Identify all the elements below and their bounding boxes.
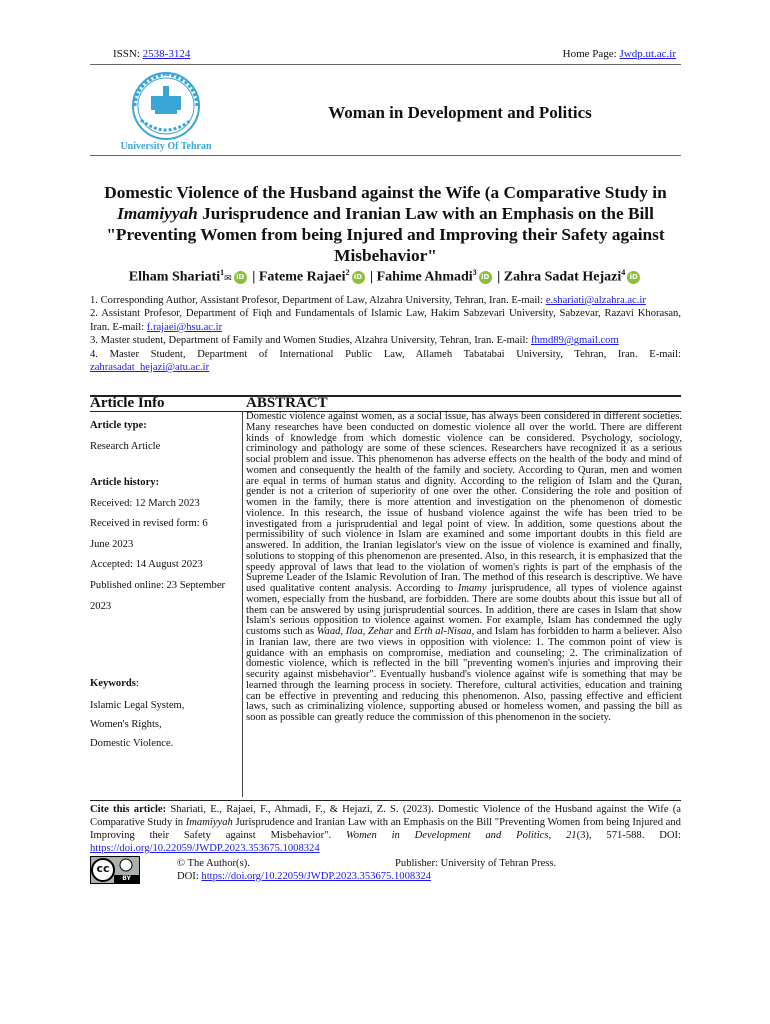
keyword-item: Islamic Legal System, [90,700,185,711]
author-sup: 1 [220,268,225,277]
header-divider-bottom [90,155,681,156]
citation-text: Jurisprudence and Iranian Law with an Emphasis on the Bill "Preventing Women from being Injured and Improving their Safety against Misbehavior". [90,817,681,841]
citation-journal: Women in Development and Politics, 21 [345,830,577,841]
orcid-icon[interactable]: iD [479,271,492,284]
envelope-icon: ✉ [224,272,232,283]
author-name[interactable]: Fahime Ahmadi [376,269,473,285]
title-italic: Imamiyyah [117,204,198,223]
section-divider-top [90,395,681,397]
author-separator: | [366,269,377,285]
abstract-italic: Waad, Ilaa, Zehar [316,626,394,637]
author-sup: 4 [621,268,626,277]
title-text-2: Jurisprudence and Iranian Law with an Emphasis on the Bill "Preventing Women from being Injured and Improving their Safety against Misbehavior" [106,204,665,265]
copyright-text: © The Author(s). [177,858,250,869]
abstract-heading: ABSTRACT [246,395,328,411]
abstract-text: jurisprudence, all types of violence against women, especially from the husband, are forbidden. There are some doubts about this issue but all of them can be answered by using jurisprudential sources. In addition, there are cases in Islam that show Islam's serious opposition to violence against women. For example, Islam has condemned the ugly customs such as [246,583,682,637]
author-separator: | [248,269,259,285]
affiliation-text: 2. Assistant Profesor, Department of Fiqh and Fundamentals of Islamic Law, Hakim Sabzevari University, Sabzevar, Razavi Khorasan, Iran. E-mail: [90,308,681,333]
affiliation-email[interactable]: fhmd89@gmail.com [530,335,619,347]
keywords-label: Keywords [90,678,136,689]
article-type-value: Research Article [90,441,161,452]
author-separator: | [493,269,504,285]
abstract-body [246,412,682,724]
affiliation-item [90,294,681,307]
publisher-text: Publisher: University of Tehran Press. [395,858,557,869]
citation-label: Cite this article: [90,804,167,815]
authors [90,268,681,286]
affiliations [90,294,681,374]
license-info [177,857,677,883]
article-info-heading: Article Info [90,395,165,411]
abstract-italic: Imamy [457,583,487,594]
author-name[interactable]: Elham Shariati [128,269,221,285]
affiliation-email[interactable]: zahrasadat_hejazi@atu.ac.ir [90,362,210,374]
column-divider [242,411,243,797]
cc-by-badge[interactable] [90,856,140,884]
license-line-1 [177,857,677,870]
homepage-link[interactable]: Jwdp.ut.ac.ir [619,48,676,60]
citation-doi-link[interactable]: https://doi.org/10.22059/JWDP.2023.353675.1008324 [90,843,320,854]
published-date-line1: Published online: 23 September [90,580,226,591]
keywords-heading [90,678,139,689]
keyword-item: Women's Rights, [90,719,162,730]
article-history-label: Article history: [90,477,160,488]
citation-italic: Imamiyyah [185,817,233,828]
citation-text: Shariati, E., Rajaei, F., Ahmadi, F., & Hejazi, Z. S. (2023). Domestic Violence of the Husband against the Wife (a Comparative Study in [90,804,681,828]
orcid-icon[interactable]: iD [627,271,640,284]
revised-date-line1: Received in revised form: 6 [90,518,208,529]
homepage [563,48,676,60]
homepage-label: Home Page: [562,48,620,60]
revised-date-line2: June 2023 [90,539,134,550]
author-name[interactable]: Zahra Sadat Hejazi [503,269,622,285]
published-date-line2: 2023 [90,601,112,612]
issn-label: ISSN: [113,48,143,60]
by-label: BY [122,875,131,882]
header-divider-top [90,64,681,65]
affiliation-text: 3. Master student, Department of Family and Women Studies, Alzahra University, Tehran, Iran. E-mail: [90,335,531,347]
orcid-icon[interactable]: iD [234,271,247,284]
affiliation-email[interactable]: e.shariati@alzahra.ac.ir [545,295,646,306]
issn [113,48,190,60]
abstract-text: , and Islam has forbidden to harm a believer. Also in Iranian law, there are two views in opposition with violence: 1. The common point of view is guidance with an emphasis on compromise, mediation and counseling; 2. The criminalization of domestic violence, which is reflected in the bill "preventing women's injuries and improving their security against misbehavior". Eventually husband's violence against wife is something that may be learned through the learning process in society. Therefore, cultural activities, education and training can be effective in preventing and reducing this phenomenon. Also, passing effective and efficient laws, such as criminalizing violence, supporting abused or homeless women, and passing the bill as soon as possible can greatly reduce the commission of this phenomenon in the society. [246,626,682,723]
received-date: Received: 12 March 2023 [90,498,200,509]
author-name[interactable]: Fateme Rajaei [258,269,346,285]
university-logo [117,68,215,158]
abstract-italic: Erth al-Nisaa [413,626,472,637]
keywords-colon: : [135,678,139,689]
affiliation-item [90,348,681,375]
affiliation-email[interactable]: f.rajaei@hsu.ac.ir [146,321,223,333]
section-divider-bottom [90,800,681,801]
keyword-item: Domestic Violence. [90,738,174,749]
license-line-2 [177,870,677,883]
citation-text: (3), 571-588. DOI: [576,830,681,841]
orcid-icon[interactable]: iD [352,271,365,284]
citation [90,803,681,855]
abstract-text: and [393,626,414,637]
issn-link[interactable]: 2538-3124 [142,48,191,60]
accepted-date: Accepted: 14 August 2023 [90,559,203,570]
affiliation-text: 4. Master Student, Department of International Public Law, Allameh Tabatabai University, Tehran, Iran. E-mail: [90,348,681,360]
journal-title: Woman in Development and Politics [328,103,592,122]
title-text-1: Domestic Violence of the Husband against the Wife (a Comparative Study in [104,183,667,202]
author-sup: 3 [472,268,477,277]
logo-caption: University Of Tehran [120,141,212,152]
paper-title [90,182,681,266]
affiliation-item [90,307,681,334]
affiliation-item [90,334,681,347]
abstract-text: Domestic violence against women, as a social issue, has always been considered in different societies. Many researches have been conducted on domestic violence all over the world. There are different kinds of knowledge from which domestic violence can be considered. Psychology, sociology, criminology and pathology are some of these sciences. Researchers have recognized it as a serious social problem and issue. This phenomenon has adverse effects on the health of the body and mind of women and consequently the health of the family and society. According to Quran, men and women are equal in terms of human status and dignity. According to the religion of Islam and the Quran, gender is not a criterion of superiority of one over the other. Considering the role and position of women in the family, there is more attention and investigation on the phenomenon of domestic violence. In this research, the issue of husband violence against the wife has been tried to be investigated from a jurisprudential and legal point of view. In addition, some questions about the permissibility of such violence in Islam are examined and some important doubts in this field are answered. In addition, the Iranian legislator's view on the issue of violence is examined and finally, solutions to stopping of this phenomenon are presented. Also, in this research, it is emphasized that the speedy approval of laws that lead to the violation of women's rights is part of the emphasis of the Supreme Leader of the Islamic Revolution of Iran. The method of this research is descriptive. We have used qualitative content analysis. According to [246,411,682,594]
author-sup: 2 [345,268,350,277]
affiliation-text: 1. Corresponding Author, Assistant Profesor, Department of Law, Alzahra University, Tehran, Iran. E-mail: [90,295,546,306]
cc-label: cc [96,862,110,875]
doi-link[interactable]: https://doi.org/10.22059/JWDP.2023.353675.1008324 [201,871,432,882]
article-type-label: Article type: [90,420,147,431]
doi-label: DOI: [177,871,202,882]
